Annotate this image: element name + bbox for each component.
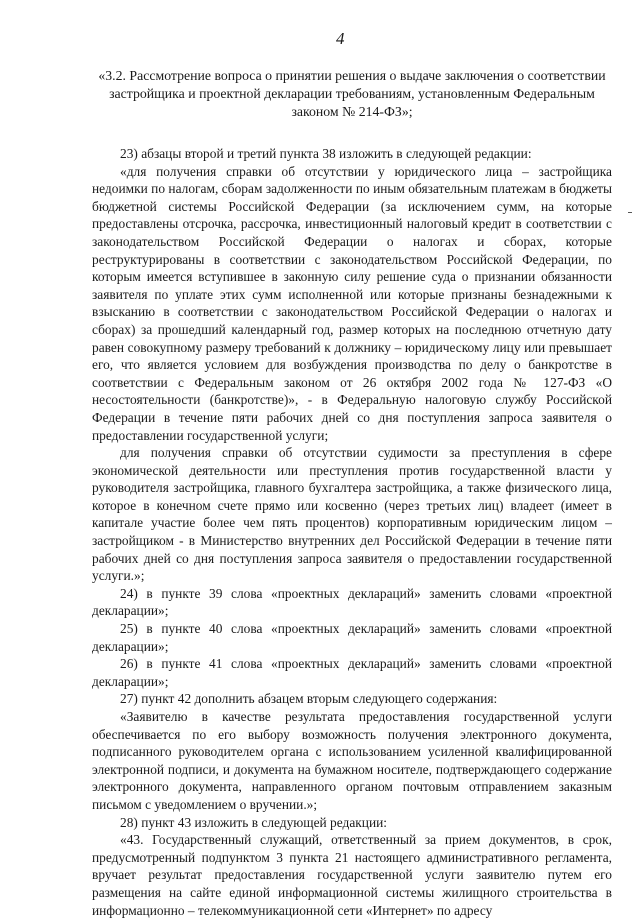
margin-mark (628, 212, 632, 213)
paragraph-criminal-record-certificate: для получения справки об отсутствии судимости за преступления в сфере экономической деятельности или преступления против государственной власти у руководителя застройщика, главного бухгалтера застройщика, а также физического лица, которое в конечном счете прямо или косвенно (через третьих лиц) владеет (имеет в капитале участие более чем пять процентов) корпоративным юридическим лицом – застройщиком - в Министерство внутренних дел Российской Федерации в течение пяти рабочих дней со дня поступления запроса заявителя о предоставлении государственной услуги.»; (92, 445, 612, 584)
paragraph-item-26: 26) в пункте 41 слова «проектных деклараций» заменить словами «проектной декларации»; (92, 656, 612, 689)
section-title: «3.2. Рассмотрение вопроса о принятии решения о выдаче заключения о соответствии застройщика и проектной декларации требованиям, установленным Федеральным законом № 214-ФЗ»; (98, 68, 606, 119)
document-body (92, 145, 612, 919)
paragraph-item-23: 23) абзацы второй и третий пункта 38 изложить в следующей редакции: (120, 146, 532, 161)
paragraph-electronic-document: «Заявителю в качестве результата предоставления государственной услуги обеспечивается по его выбору возможность получения электронного документа, подписанного руководителем органа с использованием усиленной квалифицированной электронной подписи, и документа на бумажном носителе, подтверждающего содержание электронного документа, направленного органом почтовым отправлением заказным письмом с уведомлением о вручении.»; (92, 709, 612, 812)
paragraph-item-28: 28) пункт 43 изложить в следующей редакции: (120, 814, 388, 830)
paragraph-item-27: 27) пункт 42 дополнить абзацем вторым следующего содержания: (120, 691, 498, 707)
paragraph-tax-certificate: «для получения справки об отсутствии у юридического лица – застройщика недоимки по налогам, сборам задолженности по иным обязательным платежам в бюджеты бюджетной системы Российской Федерации (за исключением сумм, на которые предоставлены отсрочка, рассрочка, инвестиционный налоговый кредит в соответствии с законодательством Российской Федерации о налогах и сборах, которые реструктурированы в соответствии с законодательством Российской Федерации, по которым имеется вступившее в законную силу решение суда о признании обязанности заявителя по уплате этих сумм исполненной или которые признаны безнадежными к взысканию в соответствии с законодательством Российской Федерации о налогах и сборах) за прошедший календарный год, размер которых на последнюю отчетную дату равен совокупному размеру требований к должнику – юридическому лицу или превышает его, что является условием для возбуждения производства по делу о банкротстве в соответствии с Федеральным законом от 26 октября 2002 года № 127-ФЗ «О несостоятельности (банкротстве)», - в Федеральную налоговую службу Российской Федерации в течение пяти рабочих дней со дня поступления запроса заявителя о предоставлении государственной услуги; (92, 163, 612, 443)
page-number: 4 (336, 29, 345, 48)
paragraph-item-24: 24) в пункте 39 слова «проектных деклараций» заменить словами «проектной декларации»; (92, 585, 612, 619)
paragraph-item-43: «43. Государственный служащий, ответственный за прием документов, в срок, предусмотренный подпунктом 3 пункта 21 настоящего административного регламента, вручает результат предоставления государственной услуги заявителю путем его размещения на сайте единой информационной системы жилищного строительства в информационно – телекоммуникационной сети «Интернет» по адресу (92, 832, 612, 918)
paragraph-item-25: 25) в пункте 40 слова «проектных деклараций» заменить словами «проектной декларации»; (92, 621, 612, 654)
